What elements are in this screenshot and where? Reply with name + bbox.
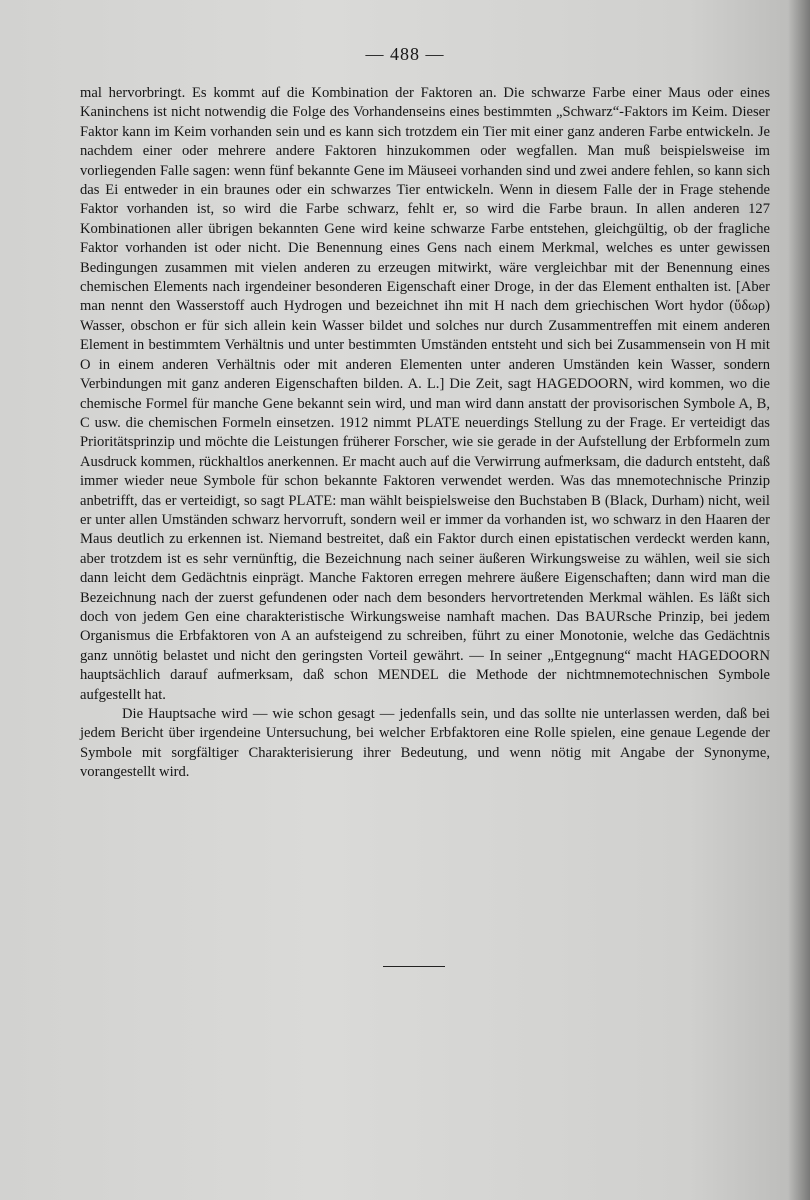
end-rule (383, 966, 445, 967)
page-edge-shadow (788, 0, 810, 1200)
body-text (80, 84, 770, 783)
page-number: — 488 — (365, 44, 445, 64)
paragraph-2: Die Hauptsache wird — wie schon gesagt — jedenfalls sein, und das sollte nie unterlassen werden, daß bei jedem Bericht über irgendeine Untersuchung, bei welcher Erbfaktoren eine Rolle spielen, eine genaue Legende der Symbole mit sorgfältiger Charakterisierung ihrer Bedeutung, und wenn nötig mit Angabe der Synonyme, vorangestellt wird. (80, 706, 770, 781)
paragraph-1: mal hervorbringt. Es kommt auf die Kombination der Faktoren an. Die schwarze Farbe einer Maus oder eines Kaninchens ist nicht notwendig die Folge des Vorhandenseins eines bestimmten „Schwarz“-Faktors im Keim. Dieser Faktor kann im Keim vorhanden sein und es kann sich trotzdem ein Tier mit einer ganz anderen Farbe entwickeln. Je nachdem einer oder mehrere andere Faktoren hinzukommen oder wegfallen. Man muß beispielsweise im vorliegenden Falle sagen: wenn fünf bekannte Gene im Mäuseei vorhanden sind und zwei andere fehlen, so kann sich das Ei entweder in ein braunes oder ein schwarzes Tier entwickeln. Wenn in diesem Falle der in Frage stehende Faktor vorhanden ist, so wird die Farbe schwarz, fehlt er, so wird die Farbe braun. In allen anderen 127 Kombinationen aller übrigen bekannten Gene wird keine schwarze Farbe entstehen, gleichgültig, ob der fragliche Faktor vorhanden ist oder nicht. Die Benennung eines Gens nach einem Merkmal, welches es unter gewissen Bedingungen zusammen mit vielen anderen zu erzeugen mitwirkt, wäre vergleichbar mit der Benennung eines chemischen Elements nach irgendeiner besonderen Eigenschaft einer Droge, in der das Element enthalten ist. [Aber man nennt den Wasserstoff auch Hydrogen und bezeichnet ihn mit H nach dem griechischen Wort hydor (ὕδωρ) Wasser, obschon er für sich allein kein Wasser bildet und solches nur durch Zusammentreffen mit einem anderen Element in bestimmtem Verhältnis und unter bestimmten Umständen entsteht und sich bei Zusammensein von H mit O in einem anderen Verhältnis oder mit anderen Elementen unter anderen Umständen kein Wasser, sondern Verbindungen mit ganz anderen Eigenschaften bilden. A. L.] Die Zeit, sagt HAGEDOORN, wird kommen, wo die chemische Formel für manche Gene bekannt sein wird, und man wird dann anstatt der provisorischen Symbole A, B, C usw. die chemischen Formeln einsetzen. 1912 nimmt PLATE neuerdings Stellung zu der Frage. Er verteidigt das Prioritätsprinzip und möchte die Leistungen früherer Forscher, wie sie gerade in der Aufstellung der Erbformeln zum Ausdruck kommen, rückhaltlos anerkennen. Er macht auch auf die Verwirrung aufmerksam, die dadurch entsteht, daß immer wieder neue Symbole für schon bekannte Faktoren verwendet werden. Was das mnemotechnische Prinzip anbetrifft, das er verteidigt, so sagt PLATE: man wählt beispielsweise den Buchstaben B (Black, Durham) nicht, weil er unter allen Umständen schwarz hervorruft, sondern weil er immer da vorhanden ist, wo schwarz in den Haaren der Maus deutlich zu erkennen ist. Niemand bestreitet, daß ein Faktor durch einen epistatischen verdeckt werden kann, aber trotzdem ist es sehr vernünftig, die Bezeichnung nach seiner äußeren Wirkungsweise zu wählen, weil sie sich dann leicht dem Gedächtnis einprägt. Manche Faktoren erregen mehrere äußere Eigenschaften; dann wird man die Bezeichnung nach der zuerst gefundenen oder nach dem besonders hervortretenden Merkmal wählen. Es läßt sich doch von jedem Gen eine charakteristische Wirkungsweise namhaft machen. Das BAURsche Prinzip, bei jedem Organismus die Erbfaktoren von A an aufsteigend zu schreiben, führt zu einer Monotonie, welche das Gedächtnis ganz unnötig belastet und nicht den geringsten Vorteil gewährt. — In seiner „Entgegnung“ macht HAGEDOORN hauptsächlich darauf aufmerksam, daß schon MENDEL die Methode der nichtmnemotechnischen Symbole aufgestellt hat. (80, 85, 770, 703)
